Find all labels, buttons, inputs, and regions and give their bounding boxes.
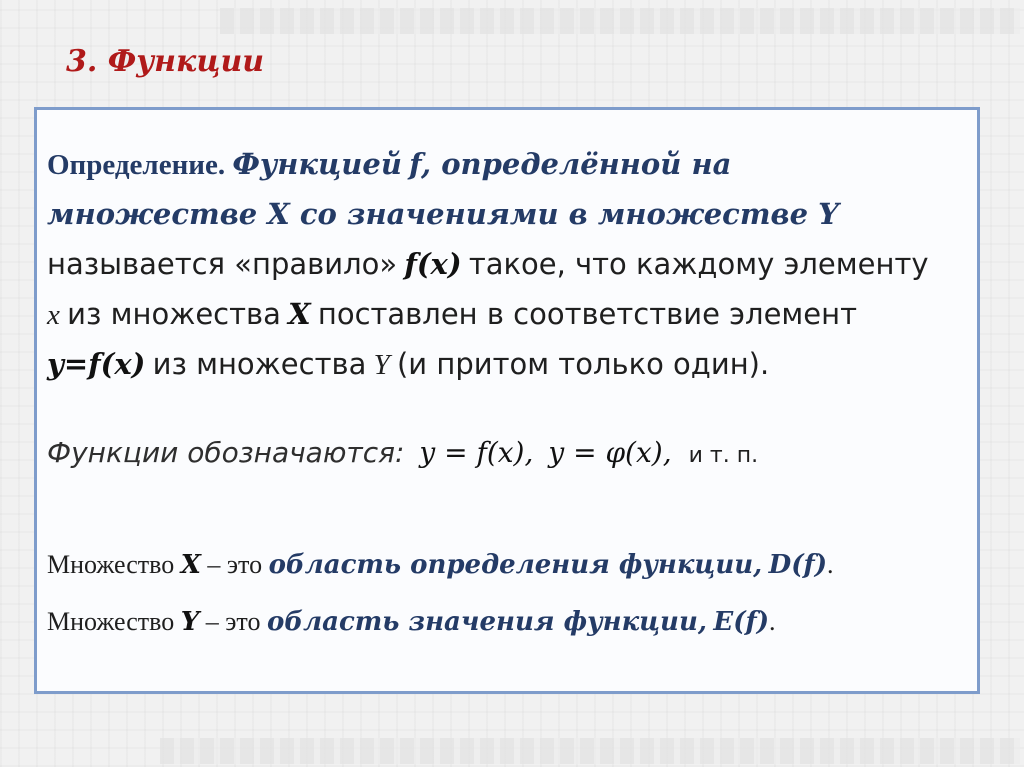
range-set: Y (180, 607, 200, 637)
definition-lead: Определение. (47, 149, 226, 181)
domain-end: . (827, 550, 834, 579)
definition-term-continued: , определённой на (421, 147, 732, 181)
definition-term-line2: множестве X со значениями в множестве Y (47, 197, 839, 231)
definition-text: из множества (67, 297, 281, 331)
slide-title: 3. Функции (66, 44, 265, 79)
notation-etc: и т. п. (688, 443, 759, 468)
domain-symbol: D(f) (768, 550, 828, 580)
set-y-symbol: Y (373, 349, 390, 381)
definition-box (34, 107, 980, 694)
function-symbol: f (409, 147, 421, 181)
range-symbol: E(f) (713, 607, 770, 637)
domain-prefix: Множество (47, 550, 175, 579)
decorative-border-bottom (160, 738, 1020, 764)
definition-text: (и притом только один). (396, 347, 770, 381)
definition-paragraph (47, 140, 929, 390)
y-equals-fx-symbol: y=f(x) (47, 347, 146, 381)
set-x-symbol: X (288, 297, 311, 331)
range-end: . (769, 607, 776, 636)
definition-text: называется «правило» (47, 247, 398, 281)
domain-set: X (180, 550, 201, 580)
range-dash: – это (205, 607, 261, 636)
range-term: область значения функции, (266, 607, 707, 637)
formula-f: y = f(x), (419, 436, 534, 469)
decorative-border-top (220, 8, 1020, 34)
definition-text: из множества (152, 347, 367, 381)
notation-line (47, 436, 758, 470)
fx-symbol: f(x) (404, 247, 462, 281)
definition-term: Функцией (232, 147, 402, 181)
definition-text: такое, что каждому элементу (468, 247, 929, 281)
domain-line (47, 550, 834, 580)
definition-text: поставлен в соответствие элемент (317, 297, 857, 331)
notation-label: Функции обозначаются: (47, 436, 405, 469)
domain-dash: – это (207, 550, 263, 579)
x-variable: x (47, 299, 60, 331)
formula-phi: y = φ(x), (548, 436, 672, 469)
domain-term: область определения функции, (268, 550, 763, 580)
range-line (47, 607, 776, 637)
range-prefix: Множество (47, 607, 175, 636)
